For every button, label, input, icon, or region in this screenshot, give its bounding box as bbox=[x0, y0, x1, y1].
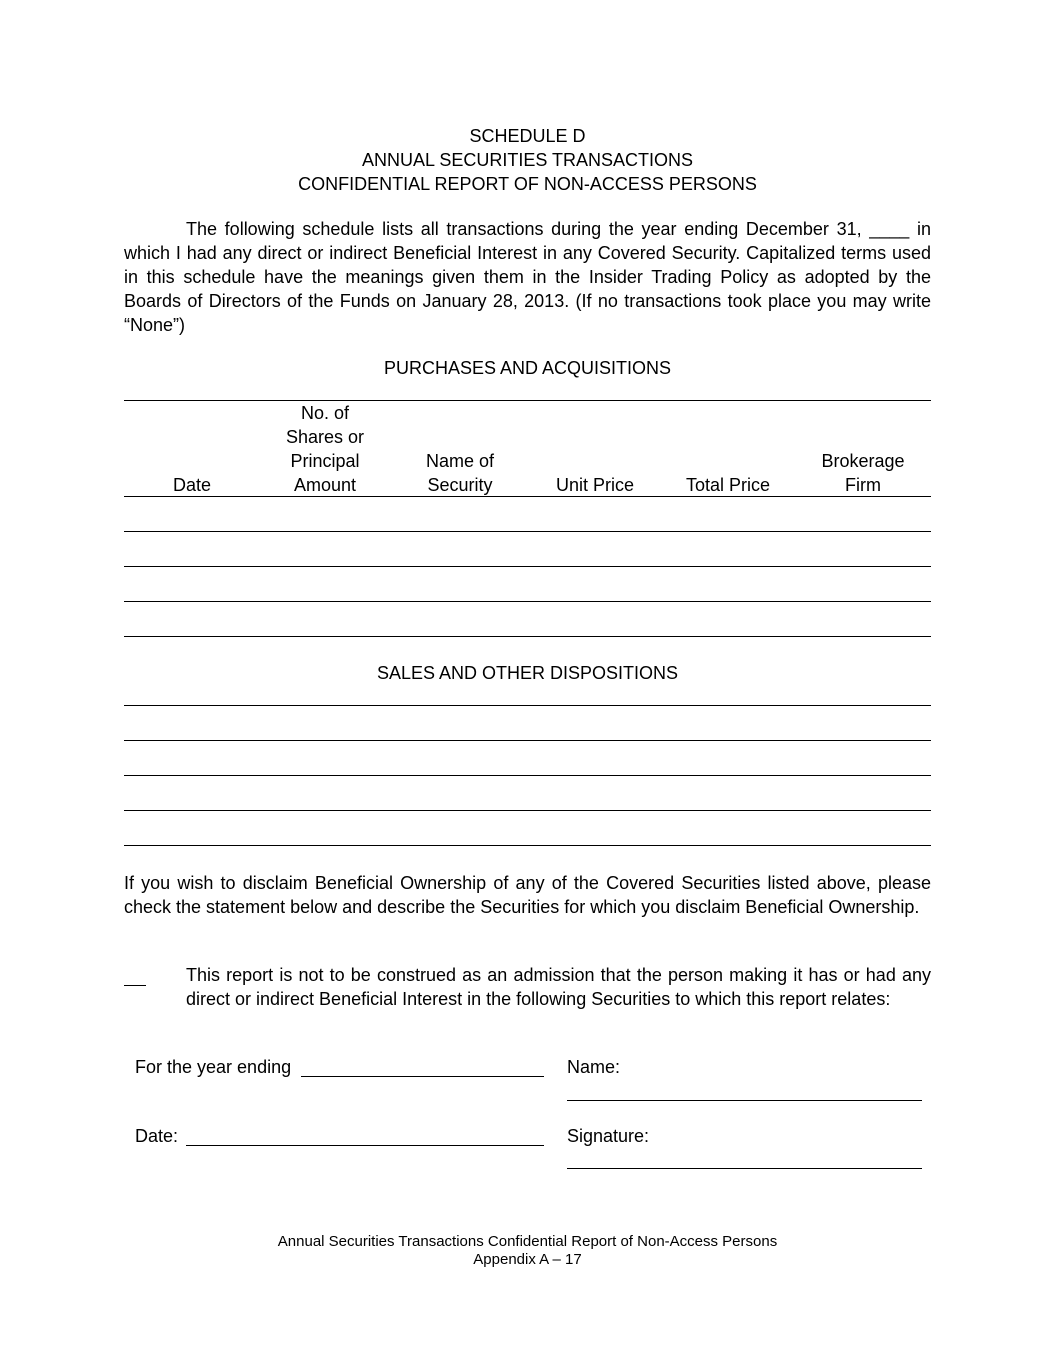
col-header-shares-1: No. of bbox=[300, 403, 350, 423]
name-field[interactable] bbox=[567, 1100, 922, 1101]
col-header-brokerage-2: Firm bbox=[845, 475, 881, 495]
signature-label: Signature: bbox=[567, 1126, 650, 1146]
purchases-entry-line[interactable] bbox=[124, 636, 931, 637]
sales-entry-line[interactable] bbox=[124, 705, 931, 706]
year-ending-label: For the year ending bbox=[135, 1057, 292, 1077]
col-header-total-price: Total Price bbox=[685, 475, 771, 495]
schedule-subtitle-2: CONFIDENTIAL REPORT OF NON-ACCESS PERSONS bbox=[298, 174, 757, 194]
col-header-security-1: Name of bbox=[425, 451, 495, 471]
intro-paragraph: The following schedule lists all transactions during the year ending December 31, ____ in which I had any direct or indirect Beneficial Interest in any Covered Security. Capitalized terms used in this schedule have the meanings given them in the Insider Trading Policy as adopted by the Boards of Directors of the Funds on January 28, 2013. (If no transactions took place you may write “None”) bbox=[124, 219, 931, 335]
sales-entry-line[interactable] bbox=[124, 810, 931, 811]
purchases-entry-line[interactable] bbox=[124, 601, 931, 602]
purchases-top-rule bbox=[124, 400, 931, 401]
col-header-security-2: Security bbox=[427, 475, 493, 495]
name-label: Name: bbox=[567, 1057, 621, 1077]
col-header-date: Date bbox=[172, 475, 212, 495]
signature-field[interactable] bbox=[567, 1168, 922, 1169]
col-header-shares-4: Amount bbox=[293, 475, 357, 495]
purchases-section-title: PURCHASES AND ACQUISITIONS bbox=[383, 358, 672, 378]
col-header-brokerage-1: Brokerage bbox=[821, 451, 905, 471]
purchases-entry-line[interactable] bbox=[124, 566, 931, 567]
schedule-title: SCHEDULE D bbox=[469, 126, 586, 146]
col-header-shares-2: Shares or bbox=[285, 427, 365, 447]
purchases-entry-line[interactable] bbox=[124, 531, 931, 532]
col-header-unit-price: Unit Price bbox=[555, 475, 635, 495]
date-label: Date: bbox=[135, 1126, 179, 1146]
schedule-subtitle: ANNUAL SECURITIES TRANSACTIONS bbox=[361, 150, 694, 170]
date-field[interactable] bbox=[186, 1145, 544, 1146]
sales-entry-line[interactable] bbox=[124, 775, 931, 776]
sales-entry-line[interactable] bbox=[124, 740, 931, 741]
disclaim-paragraph: If you wish to disclaim Beneficial Ownership of any of the Covered Securities listed above, please check the statement below and describe the Securities for which you disclaim Beneficial Ownership. bbox=[124, 873, 931, 917]
sales-section-title: SALES AND OTHER DISPOSITIONS bbox=[376, 663, 679, 683]
year-ending-field[interactable] bbox=[301, 1076, 544, 1077]
footer-title: Annual Securities Transactions Confidential Report of Non-Access Persons bbox=[277, 1233, 778, 1250]
col-header-shares-3: Principal bbox=[290, 451, 360, 471]
purchases-header-rule bbox=[124, 496, 931, 497]
footer-page-number: Appendix A – 17 bbox=[473, 1251, 582, 1268]
disclaim-statement: This report is not to be construed as an admission that the person making it has or had any direct or indirect Beneficial Interest in the following Securities to which this report relates: bbox=[186, 965, 931, 1009]
sales-entry-line[interactable] bbox=[124, 845, 931, 846]
disclaim-checkbox[interactable] bbox=[124, 967, 146, 986]
